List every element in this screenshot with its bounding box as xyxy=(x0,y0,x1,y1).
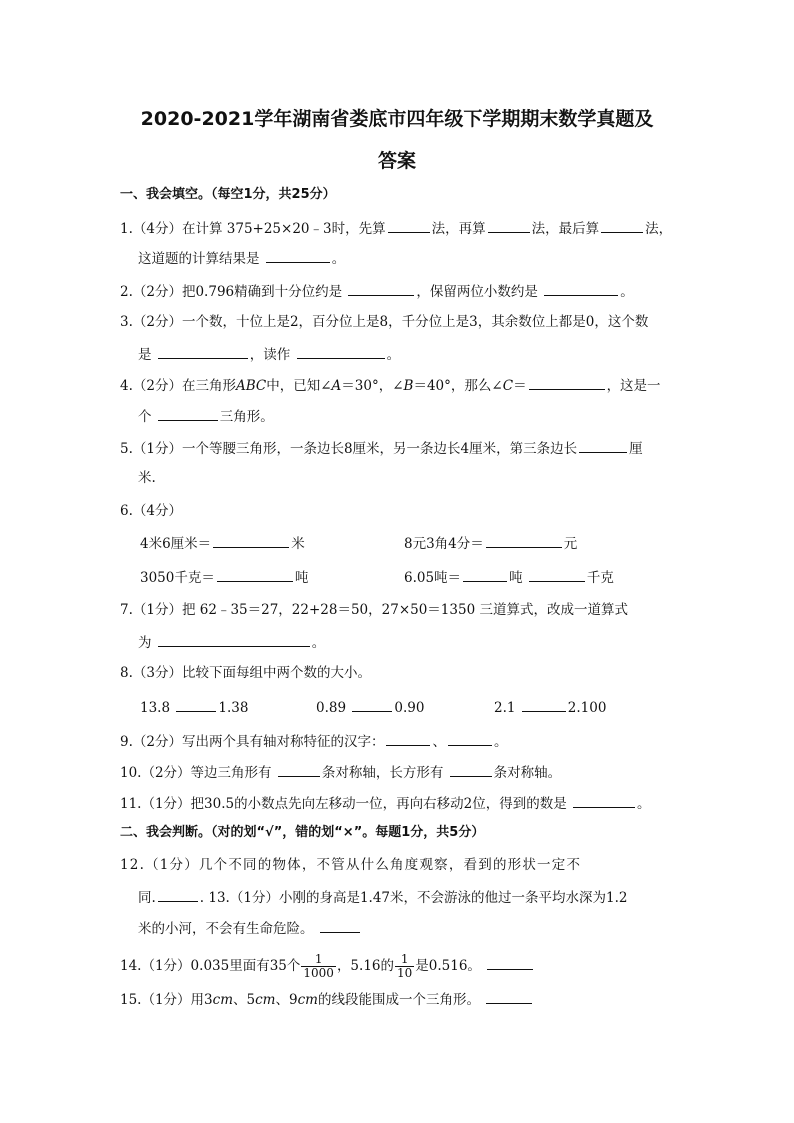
q8-pair-1: 13.8 1.38 xyxy=(140,697,248,717)
question-3: 3.（2分）一个数，十位上是2，百分位上是8，千分位上是3，其余数位上都是0，这个数 xyxy=(120,314,649,330)
blank[interactable] xyxy=(158,406,218,421)
question-4-cont: 个 三角形。 xyxy=(138,406,274,426)
blank[interactable] xyxy=(388,218,430,233)
blank[interactable] xyxy=(529,567,585,582)
blank[interactable] xyxy=(297,344,385,359)
question-6: 6.（4分） xyxy=(120,503,182,519)
question-7-cont: 为 。 xyxy=(138,632,325,652)
question-3-cont: 是 ，读作 。 xyxy=(138,344,400,364)
blank[interactable] xyxy=(158,632,310,647)
question-12-cont: 同. . 13.（1分）小刚的身高是1.47米，不会游泳的他过一条平均水深为1.2 xyxy=(138,887,627,907)
question-5-cont: 米. xyxy=(138,470,156,486)
blank[interactable] xyxy=(601,218,643,233)
blank[interactable] xyxy=(320,918,360,933)
question-11: 11.（1分）把30.5的小数点先向左移动一位，再向右移动2位，得到的数是 。 xyxy=(120,793,651,813)
question-4: 4.（2分）在三角形ABC中，已知∠A＝30°，∠B＝40°，那么∠C＝ ，这是一 xyxy=(120,375,661,395)
q8-pair-2: 0.89 0.90 xyxy=(316,697,424,717)
page-title-line2: 答案 xyxy=(377,150,416,172)
q6-item-2: 8元3角4分＝ 元 xyxy=(404,533,577,553)
blank[interactable] xyxy=(579,438,627,453)
q6-item-1: 4米6厘米＝ 米 xyxy=(140,533,305,553)
question-9: 9.（2分）写出两个具有轴对称特征的汉字： 、 。 xyxy=(120,731,507,751)
q6-item-3: 3050千克＝ 吨 xyxy=(140,567,308,587)
blank[interactable] xyxy=(463,567,507,582)
question-1: 1.（4分）在计算 375+25×20﹣3时，先算 法，再算 法，最后算 法， xyxy=(120,218,672,238)
question-1-cont: 这道题的计算结果是 。 xyxy=(138,248,345,268)
blank[interactable] xyxy=(386,731,430,746)
blank[interactable] xyxy=(544,281,618,296)
blank[interactable] xyxy=(352,697,392,712)
blank[interactable] xyxy=(176,697,216,712)
blank[interactable] xyxy=(158,887,198,902)
blank[interactable] xyxy=(486,533,562,548)
blank[interactable] xyxy=(266,248,330,263)
question-14: 14.（1分）0.035里面有35个 $\frac{1}{1000}$ ，5.16的 $\frac{1}{10}$ 是0.516。 xyxy=(120,950,535,982)
question-7: 7.（1分）把 62﹣35＝27，22+28＝50，27×50＝1350 三道算式，改成一道算式 xyxy=(120,602,628,618)
blank[interactable] xyxy=(573,793,635,808)
q6-item-4: 6.05吨＝ 吨 千克 xyxy=(404,567,614,587)
blank[interactable] xyxy=(450,762,492,777)
blank[interactable] xyxy=(217,567,293,582)
blank[interactable] xyxy=(348,281,414,296)
section-1-heading: 一、我会填空。（每空1分，共25分） xyxy=(120,187,336,202)
question-10: 10.（2分）等边三角形有 条对称轴，长方形有 条对称轴。 xyxy=(120,762,561,782)
question-5: 5.（1分）一个等腰三角形，一条边长8厘米，另一条边长4厘米，第三条边长 厘 xyxy=(120,438,643,458)
question-8: 8.（3分）比较下面每组中两个数的大小。 xyxy=(120,665,371,681)
q8-pair-3: 2.1 2.100 xyxy=(494,697,606,717)
page-title: 2020-2021学年湖南省娄底市四年级下学期期末数学真题及 xyxy=(140,108,654,130)
question-12: 12.（1分）几个不同的物体，不管从什么角度观察，看到的形状一定不 xyxy=(120,857,582,873)
blank[interactable] xyxy=(448,731,492,746)
blank[interactable] xyxy=(213,533,289,548)
blank[interactable] xyxy=(158,344,248,359)
blank[interactable] xyxy=(487,955,533,970)
question-15: 15.（1分）用3cm、5cm、9cm的线段能围成一个三角形。 xyxy=(120,989,534,1009)
blank[interactable] xyxy=(529,375,605,390)
section-2-heading: 二、我会判断。（对的划“√”，错的划“×”。每题1分，共5分） xyxy=(120,825,485,840)
blank[interactable] xyxy=(486,989,532,1004)
question-13-cont: 米的小河，不会有生命危险。 xyxy=(138,918,362,938)
fraction-1-1000: $\frac{1}{1000}$ xyxy=(303,952,334,980)
blank[interactable] xyxy=(488,218,530,233)
blank[interactable] xyxy=(278,762,320,777)
fraction-1-10: $\frac{1}{10}$ xyxy=(397,952,413,980)
blank[interactable] xyxy=(522,697,566,712)
question-2: 2.（2分）把0.796精确到十分位约是 ，保留两位小数约是 。 xyxy=(120,281,634,301)
